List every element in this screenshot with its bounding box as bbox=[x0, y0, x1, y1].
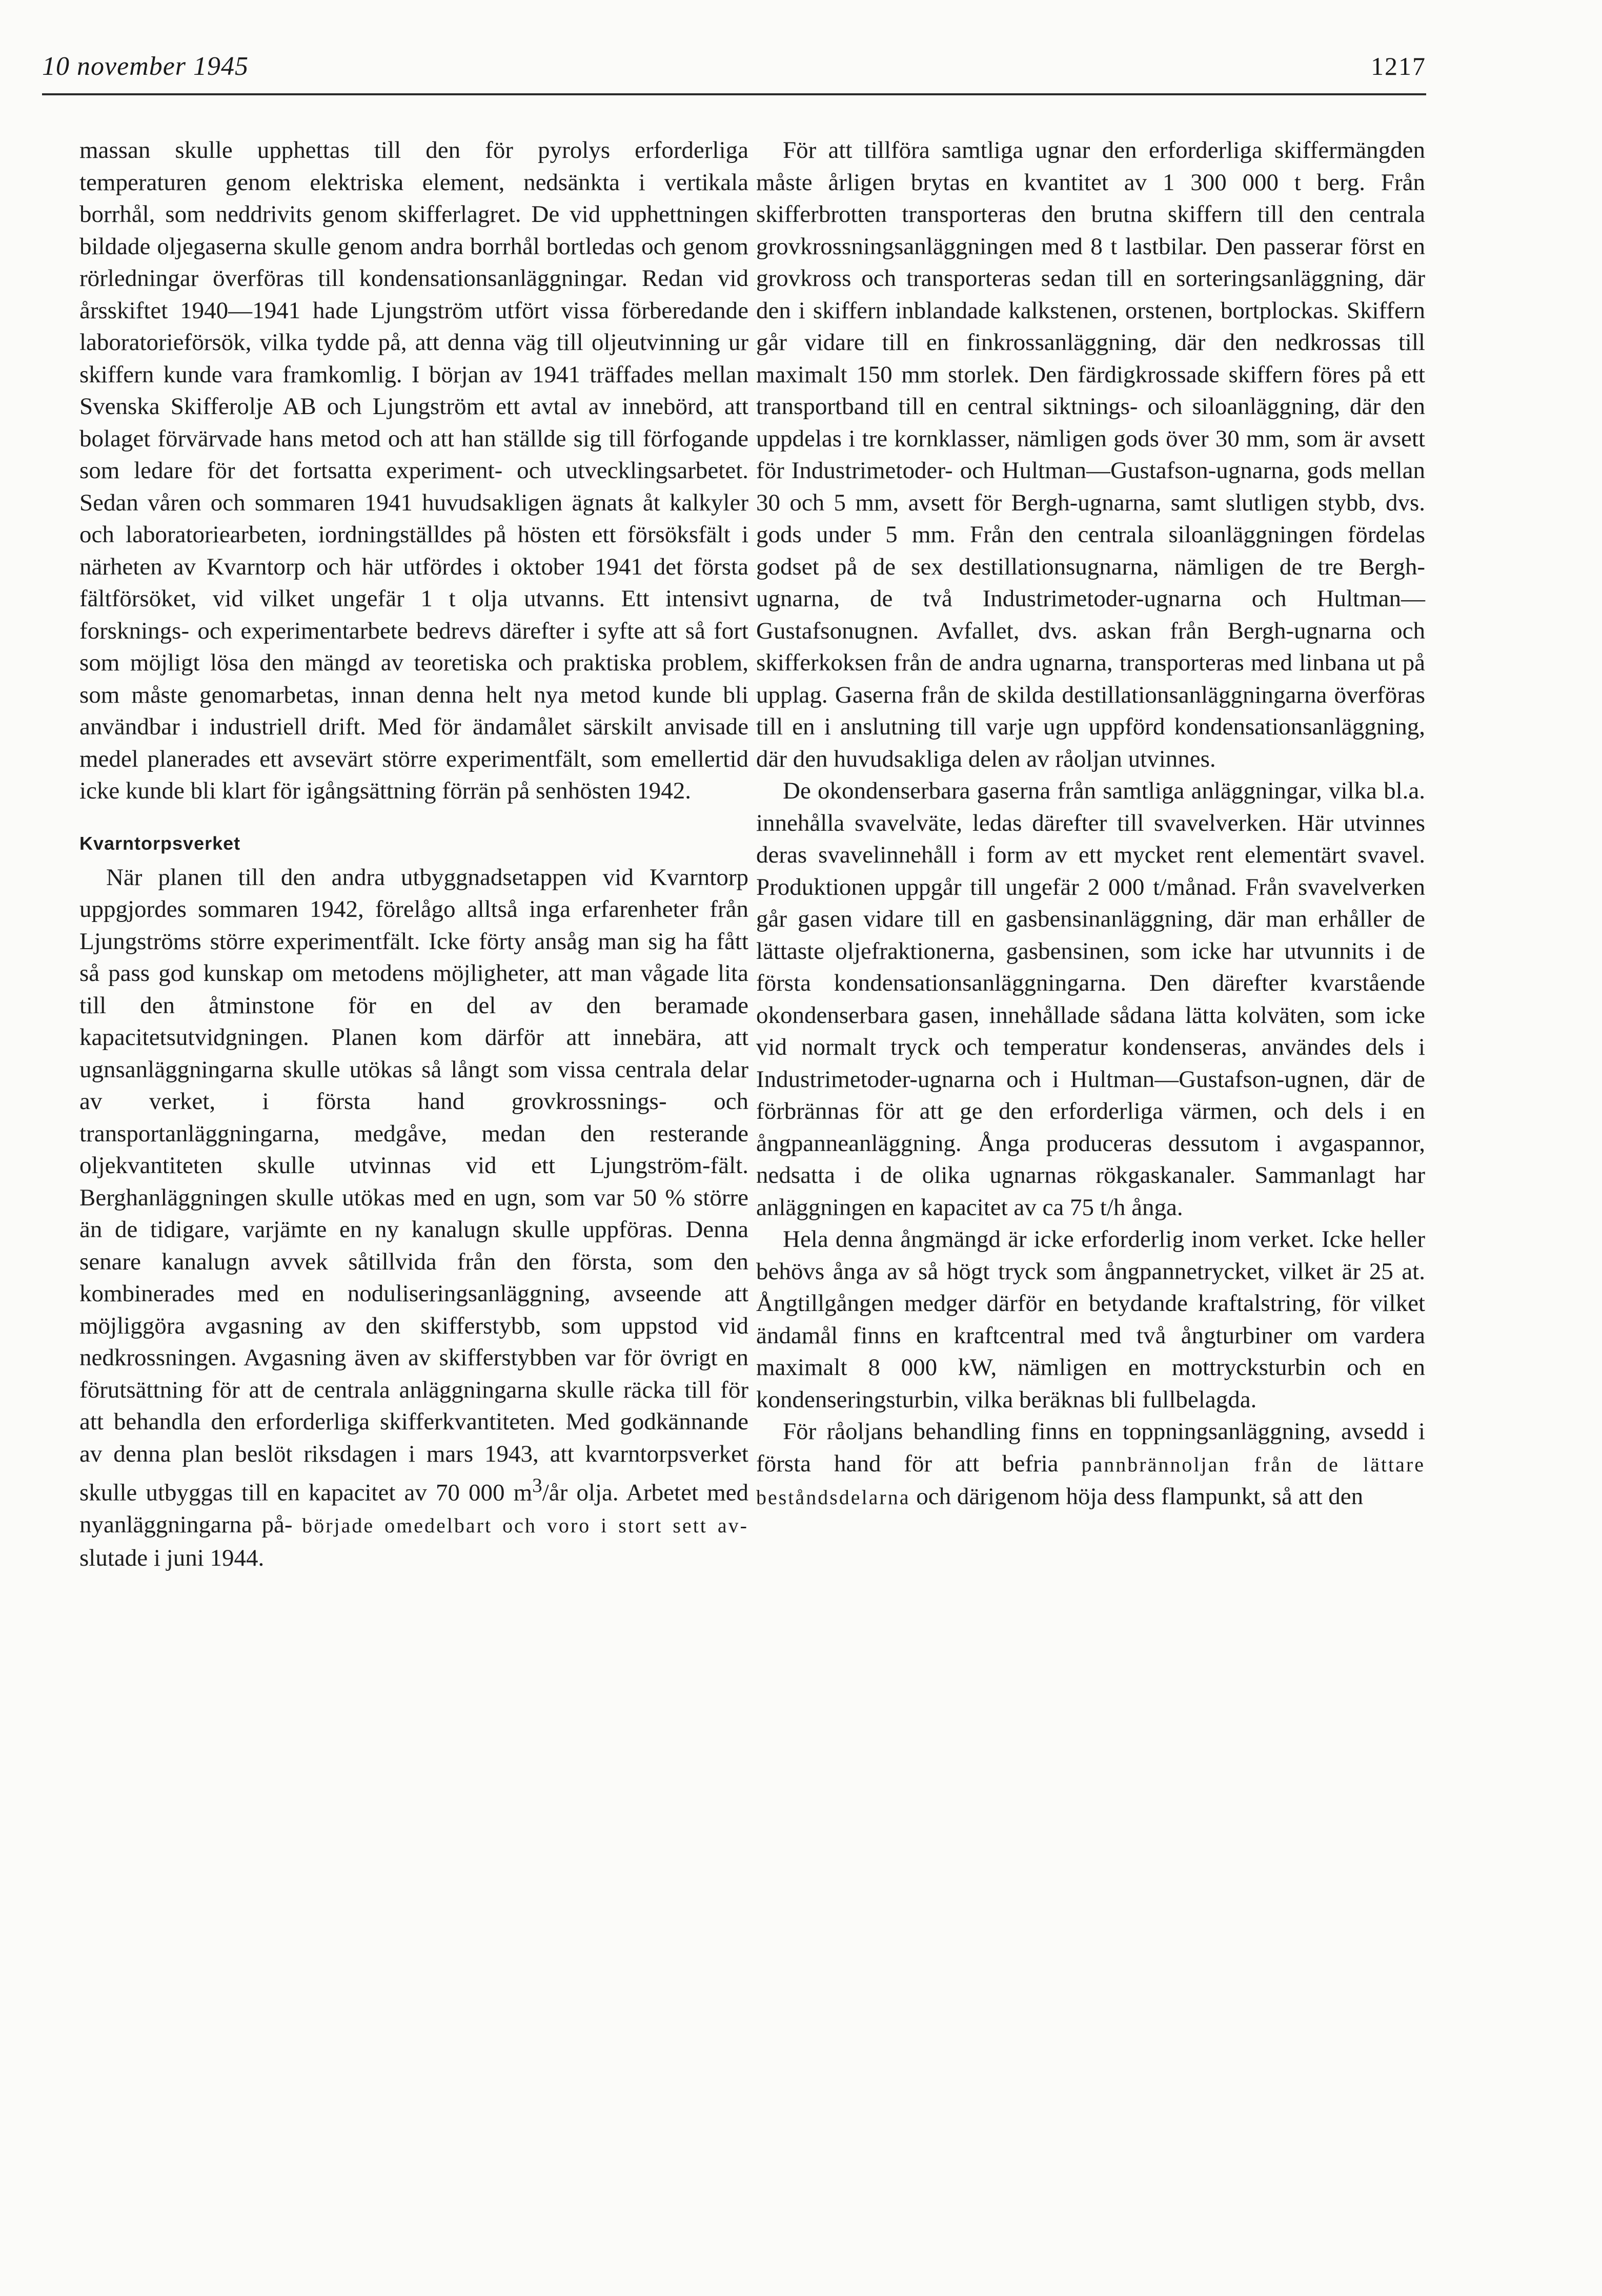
right-paragraph-4-main: För råoljans behandling finns en toppningsanläggning, avsedd i första hand för att befria bbox=[756, 1418, 1425, 1477]
issue-date: 10 november 1945 bbox=[42, 52, 249, 81]
left-paragraph-1: massan skulle upphettas till den för pyrolys erforderliga temperaturen genom elektriska element, nedsänkta i vertikala borrhål, som neddrivits genom skifferlagret. De vid upphettningen bildade oljegaserna skulle genom andra borrhål bortledas och genom rörledningar överföras till kondensationsanläggningar. Redan vid årsskiftet 1940—1941 hade Ljungström utfört vissa förberedande laboratorieförsök, vilka tydde på, att denna väg till oljeutvinning ur skiffern kunde vara framkomlig. I början av 1941 träffades mellan Svenska Skifferolje AB och Ljungström ett avtal av innebörd, att bolaget förvärvade hans metod och att han ställde sig till förfogande som ledare för det fortsatta experiment- och utvecklingsarbetet. Sedan våren och sommaren 1941 huvudsakligen ägnats åt kalkyler och laboratoriearbeten, iordningställdes på hösten ett försöksfält i närheten av Kvarntorp och här utfördes i oktober 1941 det första fältförsöket, vid vilket ungefär 1 t olja utvanns. Ett intensivt forsknings- och experimentarbete bedrevs därefter i syfte att så fort som möjligt lösa den mängd av teoretiska och praktiska problem, som måste genomarbetas, innan denna helt nya metod kunde bli användbar i industriell drift. Med för ändamålet särskilt anvisade medel planerades ett avsevärt större experimentfält, som emellertid icke kunde bli klart för igångsättning förrän på senhösten 1942. bbox=[79, 137, 748, 804]
right-paragraph-4-end: och därigenom höja dess flampunkt, så att den bbox=[916, 1483, 1364, 1510]
running-header bbox=[42, 42, 1426, 88]
right-paragraph-2: De okondenserbara gaserna från samtliga anläggningar, vilka bl.a. innehålla svavelväte, ledas därefter till svavelverken. Här utvinnes deras svavelinnehåll i form av ett mycket rent elementärt svavel. Produktionen uppgår till ungefär 2 000 t/månad. Från svavelverken går gasen vidare till en gasbensinanläggning, där man erhåller de lättaste oljefraktionerna, gasbensinen, som icke har utvunnits i de första kondensationsanläggningarna. Den därefter kvarstående okondenserbara gasen, innehållade sådana lätta kolväten, som icke vid normalt tryck och temperatur kondenseras, användes dels i Industrimetoder-ugnarna och i Hultman—Gustafson-ugnen, där de förbrännas för att ge den erforderliga värmen, och dels i en ångpanneanläggning. Ånga produceras dessutom i avgaspannor, nedsatta i de olika ugnarnas rökgaskanaler. Sammanlagt har anläggningen en kapacitet av ca 75 t/h ånga. bbox=[756, 777, 1425, 1221]
left-paragraph-2 bbox=[79, 862, 748, 1574]
cubic-superscript: 3 bbox=[532, 1474, 542, 1496]
right-paragraph-3: Hela denna ångmängd är icke erforderlig inom verket. Icke heller behövs ånga av så högt tryck som ångpannetrycket, vilket är 25 at. Ångtillgången medger därför en betydande kraftalstring, för vilket ändamål finns en kraftcentral med två ångturbiner om vardera maximalt 8 000 kW, nämligen en mottrycksturbin och en kondenseringsturbin, vilka beräknas bli fullbelagda. bbox=[756, 1226, 1425, 1413]
left-column bbox=[79, 134, 748, 1574]
section-heading-kvarntorpsverket: Kvarntorpsverket bbox=[79, 832, 241, 854]
right-paragraph-1: För att tillföra samtliga ugnar den erforderliga skiffermängden måste årligen brytas en kvantitet av 1 300 000 t berg. Från skifferbrotten transporteras den brutna skiffern till den centrala grovkrossningsanläggningen med 8 t lastbilar. Den passerar först en grovkross och transporteras sedan till en sorteringsanläggning, där den i skiffern inblandade kalkstenen, orstenen, bortplockas. Skiffern går vidare till en finkrossanläggning, där den nedkrossas till maximalt 150 mm storlek. Den färdigkrossade skiffern föres på ett transportband till en central siktnings- och siloanläggning, där den uppdelas i tre kornklasser, nämligen gods över 30 mm, som är avsett för Industrimetoder- och Hultman—Gustafson-ugnarna, gods mellan 30 och 5 mm, avsett för Bergh-ugnarna, samt slutligen stybb, dvs. gods under 5 mm. Från den centrala siloanläggningen fördelas godset på de sex destillationsugnarna, nämligen de tre Bergh-ugnarna, de två Industrimetoder-ugnarna och Hultman—Gustafsonugnen. Avfallet, dvs. askan från Bergh-ugnarna och skifferkoksen från de andra ugnarna, transporteras med linbana ut på upplag. Gaserna från de skilda destillationsanläggningarna överföras till en i anslutning till varje ugn uppförd kondensationsanläggning, där den huvudsakliga delen av råoljan utvinnes. bbox=[756, 137, 1425, 772]
left-paragraph-2-end: slutade i juni 1944. bbox=[79, 1544, 265, 1571]
left-paragraph-2-tail: /år olja. Arbetet med nyanläggningarna på- bbox=[79, 1479, 748, 1539]
right-paragraph-4-small: pannbrännoljan från de lättare beståndsdelarna bbox=[756, 1452, 1425, 1509]
page-number: 1217 bbox=[1371, 52, 1426, 80]
left-paragraph-2-small: började omedelbart och voro i stort sett av- bbox=[302, 1514, 748, 1537]
left-paragraph-2-main: När planen till den andra utbyggnadsetappen vid Kvarntorp uppgjordes sommaren 1942, förelågo alltså inga erfarenheter från Ljungströms större experimentfält. Icke förty ansåg man sig ha fått så pass god kunskap om metodens möjligheter, att man vågade lita till den åtminstone för en del av den beramade kapacitetsutvidgningen. Planen kom därför att innebära, att ugnsanläggningarna skulle utökas så långt som vissa centrala delar av verket, i första hand grovkrossnings- och transportanläggningarna, medgåve, medan den resterande oljekvantiteten skulle utvinnas vid ett Ljungström-fält. Berghanläggningen skulle utökas med en ugn, som var 50 % större än de tidigare, varjämte en ny kanalugn skulle uppföras. Denna senare kanalugn avvek såtillvida från den första, som den kombinerades med en noduliseringsanläggning, avseende att möjliggöra avgasning av den skifferstybb, som uppstod vid nedkrossningen. Avgasning även av skifferstybben var för övrigt en förutsättning för att de centrala anläggningarna skulle räcka till för att behandla den erforderliga skifferkvantiteten. Med godkännande av denna plan beslöt riksdagen i mars 1943, att kvarntorpsverket skulle utbyggas till en kapacitet av 70 000 m bbox=[79, 864, 748, 1506]
right-column bbox=[756, 134, 1425, 1514]
right-paragraph-4 bbox=[756, 1416, 1425, 1514]
header-rule bbox=[42, 93, 1426, 95]
